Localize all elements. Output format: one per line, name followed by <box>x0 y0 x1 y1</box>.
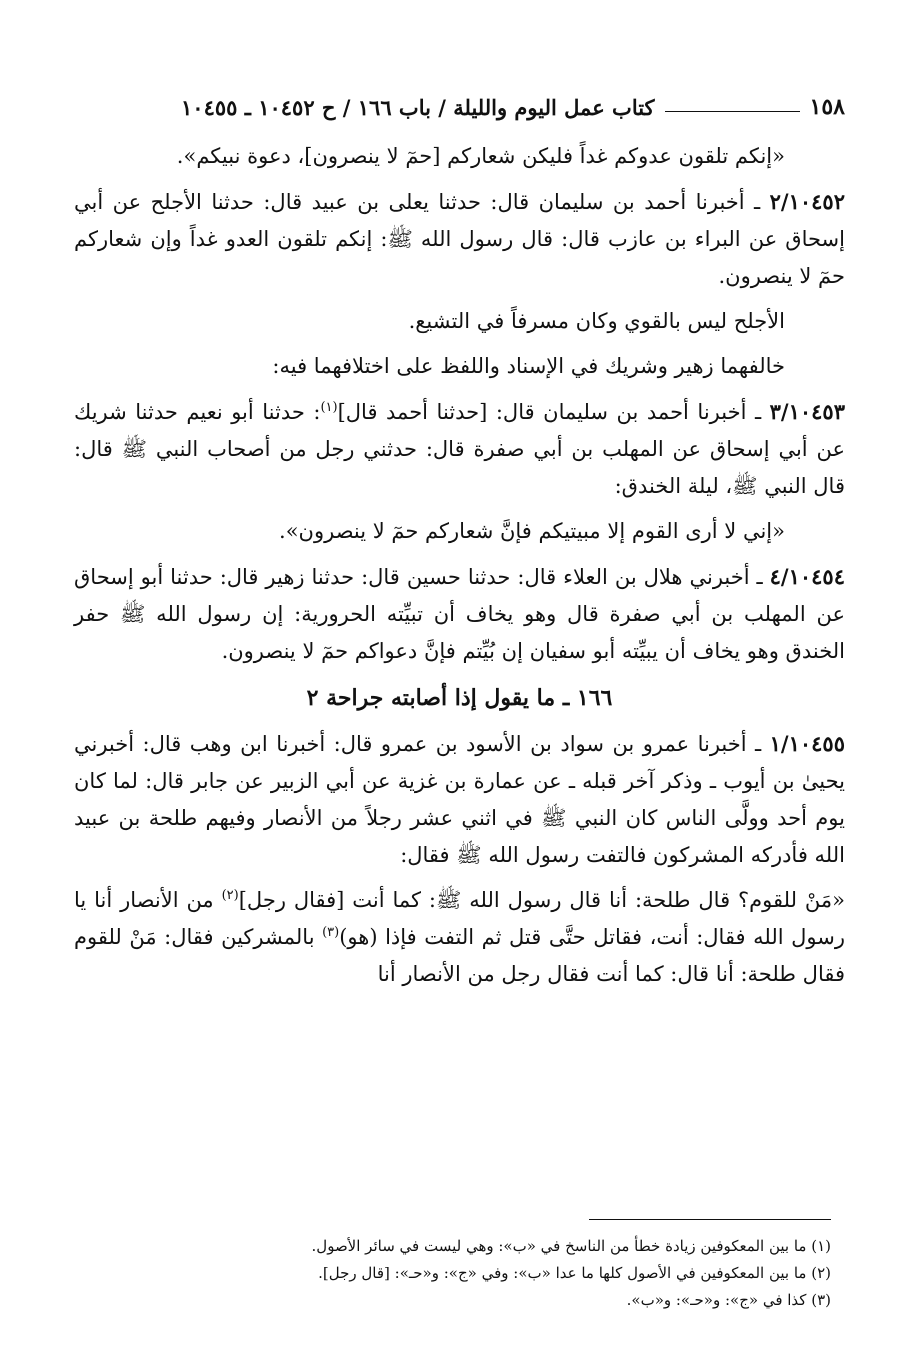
hadith-10452: ٢/١٠٤٥٢ ـ أخبرنا أحمد بن سليمان قال: حدثنا يعلى بن عبيد قال: حدثنا الأجلح عن أبي إسحاق عن البراء بن عازب قال: قال رسول الله ﷺ: إنكم تلقون العدو غداً وإن شعاركم حمٓ لا ينصرون. <box>74 189 845 288</box>
hadith-number: ١/١٠٤٥٥ <box>769 731 845 756</box>
hadith-number: ٢/١٠٤٥٢ <box>769 189 845 214</box>
running-header <box>74 86 845 120</box>
hadith-number: ٤/١٠٤٥٤ <box>769 564 845 589</box>
paragraph-quote: «إني لا أرى القوم إلا مبيتيكم فإنَّ شعاركم حمٓ لا ينصرون». <box>279 519 785 543</box>
header-rule <box>665 111 800 112</box>
paragraph-quote: «إنكم تلقون عدوكم غداً فليكن شعاركم [حمٓ لا ينصرون]، دعوة نبيكم». <box>176 144 785 168</box>
hadith-10455: ١/١٠٤٥٥ ـ أخبرنا عمرو بن سواد بن الأسود بن عمرو قال: أخبرنا ابن وهب قال: أخبرني يحيىٰ بن أيوب ـ وذكر آخر قبله ـ عن عمارة بن غزية عن أبي الزبير عن جابر قال: لما كان يوم أحد وولَّى الناس كان النبي ﷺ في اثني عشر رجلاً من الأنصار وفيهم طلحة بن عبيد الله فأدركه المشركون فالتفت رسول الله ﷺ فقال: <box>74 731 845 867</box>
footnotes <box>74 1233 831 1314</box>
footnote-3: (٣) كذا في «ج»: و«حـ»: و«ب». <box>626 1291 831 1309</box>
hadith-number: ٣/١٠٤٥٣ <box>769 399 845 424</box>
note-variation: خالفهما زهير وشريك في الإسناد واللفظ على اختلافهما فيه: <box>272 354 785 378</box>
footnote-ref: (٣) <box>322 925 340 940</box>
header-title: كتاب عمل اليوم والليلة / باب ١٦٦ / ح ١٠٤٥٢ ـ ١٠٤٥٥ <box>181 95 655 120</box>
note-ajlah: الأجلح ليس بالقوي وكان مسرفاً في التشيع. <box>408 309 785 333</box>
paragraph-dialogue: «مَنْ للقوم؟ قال طلحة: أنا قال رسول الله ﷺ: كما أنت [فقال رجل]$^{(٢)}$ من الأنصار أنا يا رسول الله فقال: أنت، فقاتل حتَّى قتل ثم التفت فإذا (هو)$^{(٣)}$ بالمشركين فقال: مَنْ للقوم فقال طلحة: أنا قال: كما أنت فقال رجل من الأنصار أنا <box>74 888 845 986</box>
footnote-ref: (٢) <box>221 888 239 903</box>
chapter-heading: ١٦٦ ـ ما يقول إذا أصابته جراحة ٢ <box>306 685 613 711</box>
main-text <box>74 138 845 1001</box>
footnote-ref: (١) <box>320 400 338 415</box>
footnote-1: (١) ما بين المعكوفين زيادة خطأ من الناسخ في «ب»: وهي ليست في سائر الأصول. <box>311 1237 831 1255</box>
footnote-separator <box>589 1219 831 1220</box>
hadith-10453: ٣/١٠٤٥٣ ـ أخبرنا أحمد بن سليمان قال: [حدثنا أحمد قال]$^{(١)}$: حدثنا أبو نعيم حدثنا شريك عن أبي إسحاق عن المهلب بن أبي صفرة قال: حدثني رجل من أصحاب النبي ﷺ قال: قال النبي ﷺ، ليلة الخندق: <box>74 399 845 498</box>
page-number: ١٥٨ <box>809 94 845 120</box>
footnote-2: (٢) ما بين المعكوفين في الأصول كلها ما عدا «ب»: وفي «ج»: و«حـ»: [قال رجل]. <box>318 1264 831 1282</box>
hadith-10454: ٤/١٠٤٥٤ ـ أخبرني هلال بن العلاء قال: حدثنا حسين قال: حدثنا زهير قال: حدثنا أبو إسحاق عن المهلب بن أبي صفرة قال وهو يخاف أن تبيِّته الحرورية: إن رسول الله ﷺ حفر الخندق وهو يخاف أن يبيِّته أبو سفيان إن بُيِّتم فإنَّ دعواكم حمٓ لا ينصرون. <box>74 564 845 663</box>
